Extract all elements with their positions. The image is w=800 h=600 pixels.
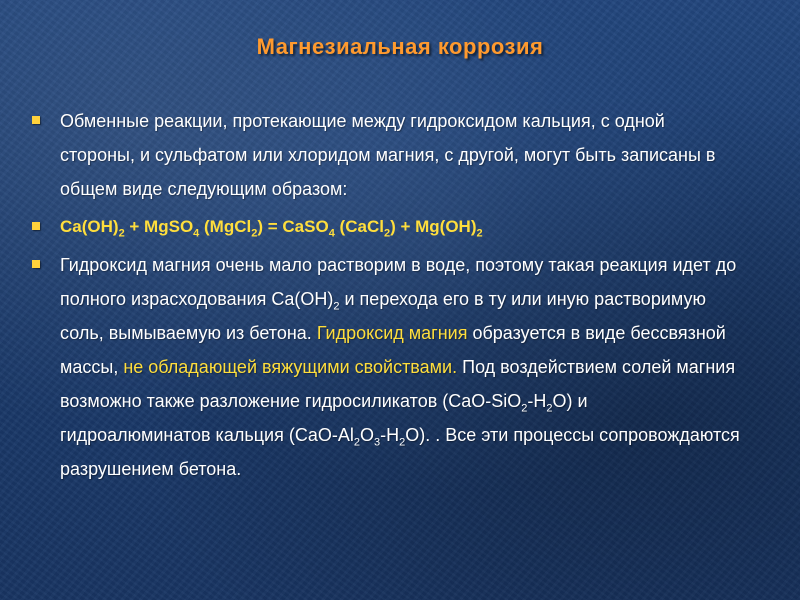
para-subscript: 2: [333, 300, 340, 313]
highlight-no-binding-properties: не обладающей вяжущими свойствами.: [123, 357, 458, 377]
bullet-item-exchange-reactions: [30, 104, 740, 206]
slide-title: Магнезиальная коррозия: [256, 34, 544, 59]
highlight-magnesium-hydroxide: Гидроксид магния: [316, 323, 468, 343]
formula-subscript: 4: [328, 227, 335, 240]
para-subscript: 2: [521, 402, 528, 415]
para-subscript: 3: [373, 436, 381, 449]
para-text: Гидроксид магния очень мало растворим в воде, поэтому такая реакция идет до полного израсходования Ca(OH): [60, 255, 737, 309]
para-text: образуется в виде бессвязной массы,: [60, 323, 726, 377]
para-text: Под воздействием солей магния возможно также разложение гидросиликатов (CaO-SiO: [60, 357, 736, 411]
formula-subscript: 2: [251, 227, 258, 240]
formula-part: Ca(OH): [60, 217, 119, 236]
para-text: O) и гидроалюминатов кальция (CaO-Al: [60, 391, 588, 445]
para-subscript: 2: [353, 436, 360, 449]
bullet-text: Обменные реакции, протекающие между гидроксидом кальция, с одной стороны, и сульфатом или хлоридом магния, с другой, могут быть записаны в общем виде следующим образом:: [60, 111, 716, 199]
formula-part: + MgSO: [124, 217, 194, 236]
para-text: -H: [527, 391, 547, 411]
formula-subscript: 4: [193, 227, 200, 240]
formula-subscript: 2: [118, 227, 125, 240]
para-subscript: 2: [399, 436, 406, 449]
formula-subscript: 2: [476, 227, 483, 240]
bullet-item-magnesium-hydroxide: [30, 248, 740, 486]
para-text: O: [359, 425, 374, 445]
para-text: и перехода его в ту или иную растворимую соль, вымываемую из бетона.: [60, 289, 706, 343]
para-subscript: 2: [546, 402, 553, 415]
bullet-item-formula: [30, 210, 740, 244]
square-bullet-icon: [32, 222, 40, 230]
formula-part: ) = CaSO: [257, 217, 329, 236]
formula-part: ) + Mg(OH): [390, 217, 477, 236]
para-text: O). . Все эти процессы сопровождаются разрушением бетона.: [60, 425, 740, 479]
bullet-list: [30, 104, 740, 486]
formula-part: (CaCl: [334, 217, 384, 236]
square-bullet-icon: [32, 260, 40, 268]
square-bullet-icon: [32, 116, 40, 124]
formula-subscript: 2: [383, 227, 391, 240]
formula-part: (MgCl: [199, 217, 252, 236]
para-text: -H: [380, 425, 400, 445]
